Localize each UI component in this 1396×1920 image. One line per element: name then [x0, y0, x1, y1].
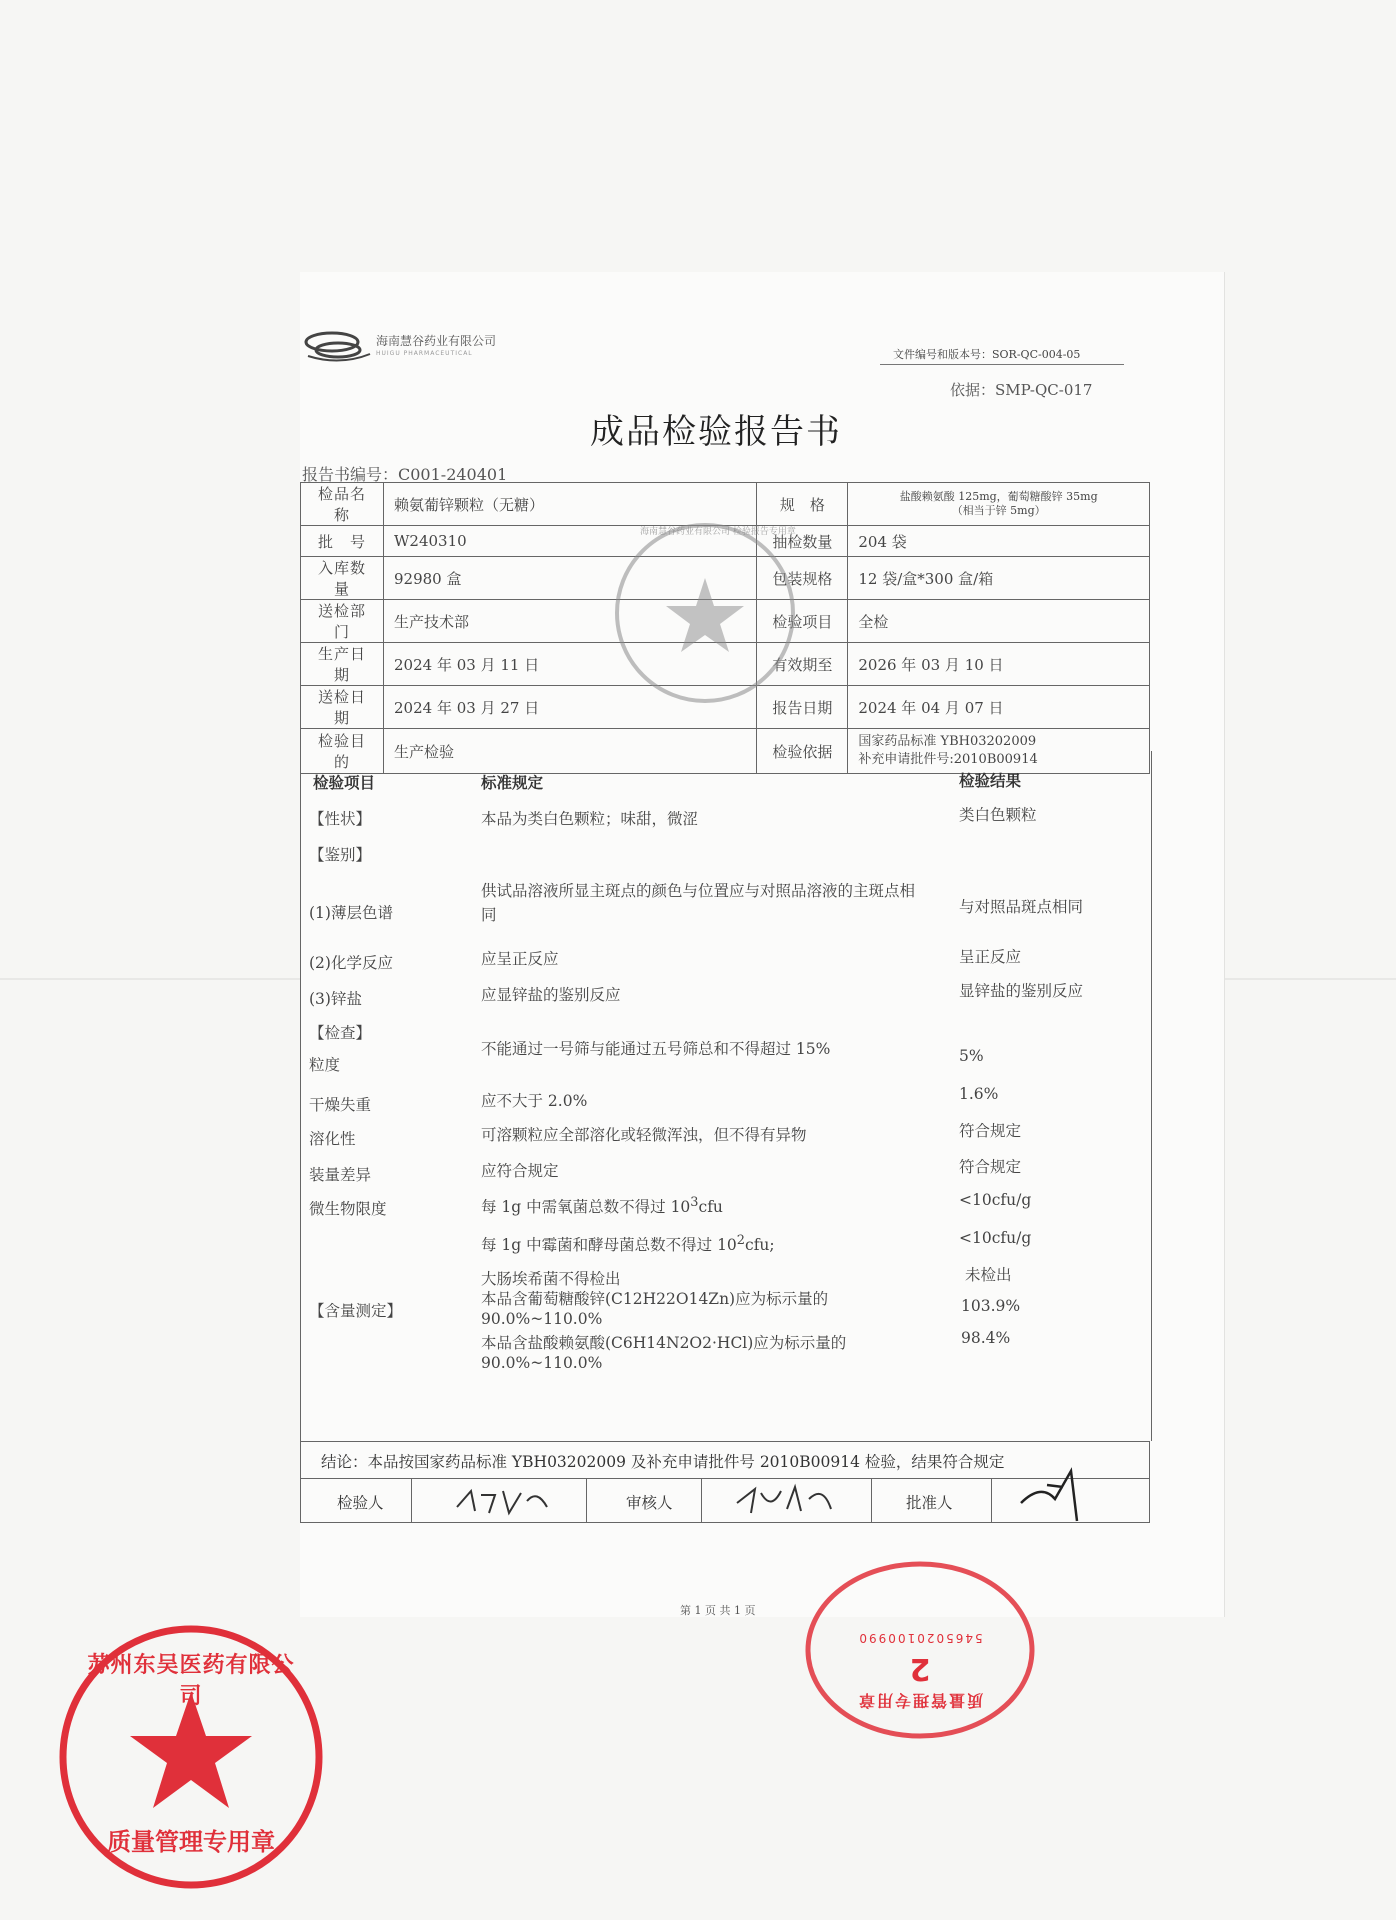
spec-value [848, 483, 1150, 526]
company-name-en: HUIGU PHARMACEUTICAL [376, 350, 473, 357]
zinc-standard: 应显锌盐的鉴别反应 [481, 986, 621, 1004]
tlc-standard: 供试品溶液所显主斑点的颜色与位置应与对照品溶液的主斑点相同 [481, 882, 916, 924]
drying-standard: 应不大于 2.0% [481, 1092, 588, 1110]
dept-value: 生产技术部 [384, 600, 757, 643]
item-value: 全检 [848, 600, 1150, 643]
inspector-signature [451, 1481, 561, 1521]
tlc-result: 与对照品斑点相同 [959, 898, 1084, 916]
drying-result: 1.6% [959, 1085, 999, 1103]
col-header-item: 检验项目 [313, 773, 376, 792]
micro-standard-3: 大肠埃希菌不得检出 [481, 1270, 621, 1288]
micro-item: 微生物限度 [309, 1200, 387, 1218]
micro-standard-1: 每 1g 中需氧菌总数不得过 $10^3cfu$ [481, 1195, 723, 1217]
packing-value: 12 袋/盒*300 盒/箱 [848, 557, 1150, 600]
basis-reference: 依据：SMP-QC-017 [950, 381, 1093, 399]
company-name: 海南慧谷药业有限公司 [376, 334, 497, 348]
micro-standard-2: 每 1g 中霉菌和酵母菌总数不得过 $10^2cfu$; [481, 1233, 775, 1255]
divider [701, 1479, 702, 1522]
spec-line-1: 盐酸赖氨酸 125mg，葡萄糖酸锌 35mg [899, 490, 1098, 503]
storage-qty-label: 入库数量 [301, 557, 384, 600]
appearance-standard: 本品为类白色颗粒；味甜，微涩 [481, 810, 699, 828]
batch-label: 批 号 [301, 526, 384, 557]
drying-item: 干燥失重 [309, 1096, 372, 1114]
red-oval-stamp-title: 质量管理专用章 [857, 1691, 984, 1710]
red-circle-stamp-purpose: 质量管理专用章 [107, 1828, 275, 1856]
report-number: 报告书编号：C001-240401 [302, 465, 508, 484]
spec-label: 规 格 [757, 483, 848, 526]
mfg-date-value: 2024 年 03 月 11 日 [384, 643, 757, 686]
report-date-label: 报告日期 [757, 686, 848, 729]
standard-line-1: 国家药品标准 YBH03202009 [858, 734, 1037, 749]
assay-standard-2: 本品含盐酸赖氨酸(C6H14N2O2·HCl)应为标示量的 90.0%~110.0% [481, 1334, 847, 1372]
approver-label: 批准人 [906, 1494, 953, 1512]
submit-date-value: 2024 年 03 月 27 日 [384, 686, 757, 729]
chem-standard: 应呈正反应 [481, 950, 559, 968]
red-oval-stamp-code: 2 [909, 1651, 931, 1686]
divider [871, 1479, 872, 1522]
col-header-standard: 标准规定 [481, 773, 544, 792]
assay-section: 【含量测定】 [309, 1302, 403, 1320]
solubility-standard: 可溶颗粒应全部溶化或轻微浑浊，但不得有异物 [481, 1126, 807, 1144]
appearance-result: 类白色颗粒 [959, 806, 1037, 824]
submit-date-label: 送检日期 [301, 686, 384, 729]
solubility-result: 符合规定 [959, 1122, 1022, 1140]
batch-value: W240310 [384, 526, 757, 557]
page-number: 第 1 页 共 1 页 [680, 1604, 756, 1617]
reviewer-signature [731, 1481, 851, 1521]
divider [411, 1479, 412, 1522]
packing-label: 包装规格 [757, 557, 848, 600]
purpose-value: 生产检验 [384, 729, 757, 774]
test-results [300, 751, 1152, 1441]
col-header-result: 检验结果 [959, 771, 1022, 790]
zinc-result: 显锌盐的鉴别反应 [959, 982, 1084, 1000]
granularity-item: 粒度 [309, 1056, 341, 1074]
micro-result-1: <10cfu/g [959, 1191, 1032, 1209]
approver-signature [1011, 1463, 1101, 1527]
granularity-standard: 不能通过一号筛与能通过五号筛总和不得超过 15% [481, 1040, 831, 1058]
assay-standard-1: 本品含葡萄糖酸锌(C12H22O14Zn)应为标示量的 90.0%~110.0% [481, 1290, 829, 1328]
micro-result-2: <10cfu/g [959, 1229, 1032, 1247]
red-oval-stamp-content [800, 1555, 1040, 1745]
check-section: 【检查】 [309, 1024, 372, 1042]
identification-section: 【鉴别】 [309, 846, 372, 864]
dept-label: 送检部门 [301, 600, 384, 643]
divider [586, 1479, 587, 1522]
sample-qty-value: 204 袋 [848, 526, 1150, 557]
product-name-label: 检品名称 [301, 483, 384, 526]
expiry-value: 2026 年 03 月 10 日 [848, 643, 1150, 686]
conclusion: 结论：本品按国家药品标准 YBH03202009 及补充申请批件号 2010B00914 检验，结果符合规定 [300, 1441, 1150, 1479]
zinc-item: (3)锌盐 [309, 990, 362, 1008]
loading-standard: 应符合规定 [481, 1162, 559, 1180]
loading-result: 符合规定 [959, 1158, 1022, 1176]
grey-stamp-text: 海南慧谷药业有限公司 检验报告专用章 [640, 527, 796, 537]
loading-item: 装量差异 [309, 1166, 372, 1184]
chem-result: 呈正反应 [959, 948, 1022, 966]
signature-row [300, 1479, 1150, 1523]
tlc-item: (1)薄层色谱 [309, 904, 393, 922]
page-title: 成品检验报告书 [590, 412, 842, 452]
standard-label: 检验依据 [757, 729, 848, 774]
document-number: 文件编号和版本号：SOR-QC-004-05 [893, 348, 1081, 361]
micro-result-3: 未检出 [965, 1266, 1012, 1284]
granularity-result: 5% [959, 1047, 984, 1065]
chem-item: (2)化学反应 [309, 954, 393, 972]
standard-line-2: 补充申请批件号:2010B00914 [858, 752, 1038, 767]
mfg-date-label: 生产日期 [301, 643, 384, 686]
grey-inspection-stamp [610, 518, 800, 708]
inspector-label: 检验人 [337, 1494, 384, 1512]
divider [991, 1479, 992, 1522]
appearance-section: 【性状】 [309, 810, 372, 828]
sample-qty-label: 抽检数量 [757, 526, 848, 557]
storage-qty-value: 92980 盒 [384, 557, 757, 600]
red-oval-stamp [800, 1555, 1040, 1745]
assay-result-1: 103.9% [961, 1297, 1021, 1315]
product-name-value: 赖氨葡锌颗粒（无糖） [384, 483, 757, 526]
solubility-item: 溶化性 [309, 1130, 356, 1148]
red-circle-stamp [56, 1622, 326, 1892]
red-oval-stamp-number: 5465020100990 [857, 1631, 983, 1645]
report-date-value: 2024 年 04 月 07 日 [848, 686, 1150, 729]
item-label: 检验项目 [757, 600, 848, 643]
assay-result-2: 98.4% [961, 1329, 1011, 1347]
spec-line-2: （相当于锌 5mg） [951, 504, 1046, 517]
header-rule [880, 364, 1124, 365]
reviewer-label: 审核人 [626, 1494, 673, 1512]
red-circle-stamp-name: 苏州东吴医药有限公司 [87, 1653, 295, 1709]
purpose-label: 检验目的 [301, 729, 384, 774]
expiry-label: 有效期至 [757, 643, 848, 686]
